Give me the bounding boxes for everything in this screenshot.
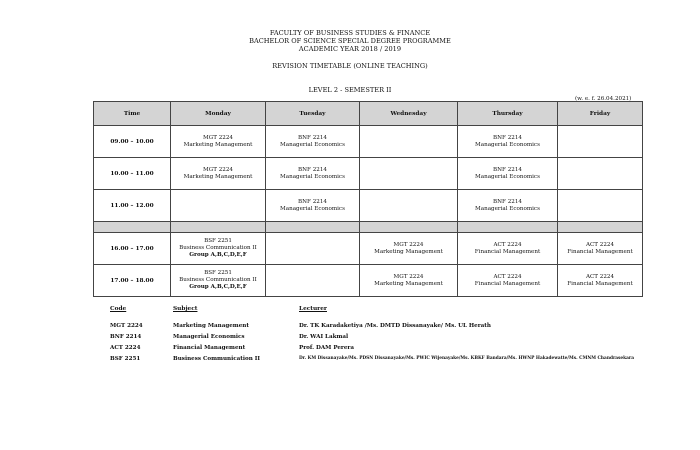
time-slot: 10.00 – 11.00 — [94, 158, 171, 190]
programme-title: BACHELOR OF SCIENCE SPECIAL DEGREE PROGRAMME — [249, 37, 451, 45]
slot-monday — [171, 126, 266, 158]
course-name: Business Communication II — [179, 245, 257, 251]
break-cell — [94, 222, 171, 233]
col-header-tuesday: Tuesday — [266, 102, 360, 126]
time-slot: 09.00 – 10.00 — [94, 126, 171, 158]
time-slot: 17.00 – 18.00 — [94, 265, 171, 297]
col-header-monday: Monday — [171, 102, 266, 126]
break-cell — [266, 222, 360, 233]
course-code: MGT 2224 — [203, 166, 233, 173]
course-code: BSF 2251 — [204, 270, 232, 276]
legend-row — [110, 320, 634, 331]
legend-subject: Managerial Economics — [173, 333, 245, 340]
slot-thursday — [458, 158, 558, 190]
legend-lecturer: Dr. WAI Lakmal — [299, 333, 349, 340]
table-row — [94, 158, 643, 190]
timetable-header-row — [94, 102, 643, 126]
table-row — [94, 126, 643, 158]
slot-tuesday — [266, 233, 360, 265]
course-name: Managerial Economics — [280, 205, 345, 212]
course-name: Financial Management — [567, 248, 633, 255]
time-slot: 16.00 – 17.00 — [94, 233, 171, 265]
slot-monday — [171, 233, 266, 265]
course-name: Marketing Management — [374, 280, 443, 287]
time-slot: 11.00 – 12.00 — [94, 190, 171, 222]
slot-wednesday — [360, 190, 458, 222]
legend-lecturer: Dr. KM Dissanayake/Ms. PDSN Dissanayake/Ms. PWIC Wijenayake/Ms. KBKF Bandara/Ms. HWNP Hakadewatte/Ms. CMNM Chandrasekara — [299, 356, 634, 361]
slot-tuesday — [266, 265, 360, 297]
legend-lecturer: Prof. DAM Perera — [299, 344, 355, 351]
slot-thursday — [458, 265, 558, 297]
slot-thursday — [458, 190, 558, 222]
legend-row — [110, 331, 634, 342]
col-header-friday: Friday — [558, 102, 643, 126]
legend-header-subject: Subject — [173, 306, 198, 312]
faculty-title: FACULTY OF BUSINESS STUDIES & FINANCE — [269, 29, 431, 37]
course-name: Managerial Economics — [280, 141, 345, 148]
document-header — [0, 29, 700, 53]
course-legend — [110, 306, 634, 364]
course-group: Group A,B,C,D,E,F — [189, 284, 247, 290]
course-code: ACT 2224 — [585, 241, 615, 248]
slot-tuesday — [266, 190, 360, 222]
break-cell — [171, 222, 266, 233]
break-cell — [360, 222, 458, 233]
legend-header-lecturer: Lecturer — [299, 306, 327, 312]
course-code: MGT 2224 — [393, 273, 424, 280]
legend-code: BNF 2214 — [110, 333, 142, 340]
legend-subject: Financial Management — [173, 344, 246, 351]
course-name: Marketing Management — [183, 141, 253, 148]
course-name: Marketing Management — [374, 248, 443, 255]
course-code: ACT 2224 — [493, 241, 522, 248]
slot-friday — [558, 265, 643, 297]
slot-monday — [171, 265, 266, 297]
slot-friday — [558, 158, 643, 190]
col-header-wednesday: Wednesday — [360, 102, 458, 126]
course-code: BSF 2251 — [204, 238, 232, 244]
timetable-title: REVISION TIMETABLE (ONLINE TEACHING) — [272, 62, 428, 70]
table-row — [94, 233, 643, 265]
course-code: BNF 2214 — [493, 134, 522, 141]
slot-tuesday — [266, 126, 360, 158]
course-code: BNF 2214 — [298, 166, 327, 173]
break-cell — [558, 222, 643, 233]
level-title: LEVEL 2 - SEMESTER II — [308, 86, 392, 94]
course-name: Financial Management — [567, 280, 633, 287]
course-code: ACT 2224 — [493, 273, 522, 280]
slot-friday — [558, 233, 643, 265]
course-code: MGT 2224 — [203, 134, 233, 141]
break-cell — [458, 222, 558, 233]
col-header-thursday: Thursday — [458, 102, 558, 126]
timetable — [93, 101, 643, 297]
course-code: ACT 2224 — [585, 273, 615, 280]
course-name: Managerial Economics — [475, 173, 540, 180]
course-code: MGT 2224 — [393, 241, 424, 248]
table-row — [94, 190, 643, 222]
legend-header-row — [110, 306, 634, 320]
slot-monday — [171, 190, 266, 222]
course-group: Group A,B,C,D,E,F — [189, 252, 247, 258]
table-row — [94, 265, 643, 297]
legend-subject: Marketing Management — [173, 322, 249, 329]
slot-wednesday — [360, 126, 458, 158]
col-header-time: Time — [94, 102, 171, 126]
slot-thursday — [458, 233, 558, 265]
slot-wednesday — [360, 158, 458, 190]
course-code: BNF 2214 — [298, 134, 327, 141]
effective-date: (w. e. f. 26.04.2021) — [575, 96, 632, 102]
course-name: Managerial Economics — [280, 173, 345, 180]
course-name: Managerial Economics — [475, 205, 540, 212]
slot-thursday — [458, 126, 558, 158]
course-name: Financial Management — [474, 248, 541, 255]
legend-row — [110, 342, 634, 353]
course-code: BNF 2214 — [298, 198, 327, 205]
course-name: Marketing Management — [183, 173, 253, 180]
slot-wednesday — [360, 233, 458, 265]
slot-monday — [171, 158, 266, 190]
slot-wednesday — [360, 265, 458, 297]
legend-lecturer: Dr. TK Karadaketiya /Ms. DMTD Dissanayake/ Ms. UL Herath — [299, 322, 491, 329]
legend-row — [110, 353, 634, 364]
legend-code: BSF 2251 — [110, 355, 141, 362]
legend-header-code: Code — [110, 306, 127, 312]
slot-friday — [558, 126, 643, 158]
course-code: BNF 2214 — [493, 198, 522, 205]
slot-friday — [558, 190, 643, 222]
slot-tuesday — [266, 158, 360, 190]
course-code: BNF 2214 — [493, 166, 522, 173]
legend-code: MGT 2224 — [110, 322, 143, 329]
break-row — [94, 222, 643, 233]
academic-year: ACADEMIC YEAR 2018 / 2019 — [298, 45, 402, 53]
course-name: Business Communication II — [179, 277, 257, 283]
legend-code: ACT 2224 — [110, 344, 141, 351]
course-name: Managerial Economics — [475, 141, 540, 148]
legend-subject: Business Communication II — [173, 355, 260, 362]
course-name: Financial Management — [474, 280, 541, 287]
